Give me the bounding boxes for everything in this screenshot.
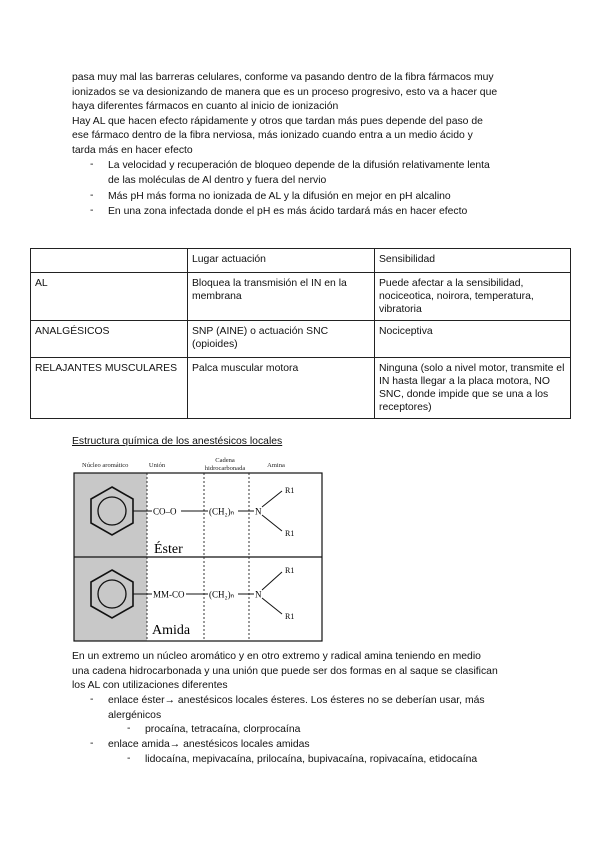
ester-bond-text: CO–O	[153, 506, 177, 517]
table-cell: RELAJANTES MUSCULARES	[31, 358, 188, 419]
amide-r1-top: R1	[285, 566, 295, 575]
bullet-item	[108, 159, 490, 188]
bullet-marker: -	[90, 205, 94, 216]
table-cell: Ninguna (solo a nivel motor, transmite el IN hasta llegar a la placa motora, NO SNC, donde impide que se una a los receptores)	[375, 358, 571, 419]
table-header-row	[31, 249, 571, 273]
bullet-item	[108, 190, 451, 205]
amide-label: Amida	[152, 623, 191, 638]
text-line: una cadena hidrocarbonada y una unión que puede ser dos formas en al saque se clasifican	[72, 665, 498, 677]
table-row	[31, 321, 571, 358]
table-cell: Nociceptiva	[375, 321, 571, 358]
amide-bullet	[108, 738, 310, 753]
intro-paragraph	[72, 71, 532, 159]
text-line: tarda más en hacer efecto	[72, 144, 193, 156]
ester-label: Éster	[154, 542, 183, 557]
ester-nitrogen: N	[255, 506, 262, 517]
text-line: Hay AL que hacen efecto rápidamente y otros que tardan más pues depende del paso de	[72, 115, 483, 127]
text-line: pasa muy mal las barreras celulares, conforme va pasando dentro de la fibra fármacos muy	[72, 72, 494, 83]
table-cell: Palca muscular motora	[188, 358, 375, 419]
text-line: ese fármaco dentro de la fibra nerviosa, más ionizado cuando entra a un medio ácido y	[72, 130, 473, 142]
ester-r1-top: R1	[285, 486, 295, 495]
bullet-marker: -	[90, 159, 94, 170]
ester-examples: procaína, tetracaína, clorprocaína	[145, 724, 301, 735]
table-cell: SNP (AINE) o actuación SNC (opioides)	[188, 321, 375, 358]
comparison-table	[30, 248, 571, 419]
table-cell: ANALGÉSICOS	[31, 321, 188, 358]
col-label-chain-2: hidrocarbonada	[204, 465, 246, 472]
table-cell: Puede afectar a la sensibilidad, nociceotica, noirora, temperatura, vibratoria	[375, 273, 571, 321]
text-line: de las moléculas de Al dentro y fuera del nervio	[108, 174, 327, 186]
sub-bullet-marker: -	[127, 753, 131, 764]
bullet-marker: -	[90, 738, 94, 749]
text-line: ionizados se va desionizando de manera que es un proceso progresivo, esto va a hacer que	[72, 86, 498, 98]
table-cell: Bloquea la transmisión el IN en la membrana	[188, 273, 375, 321]
col-label-aromatic: Núcleo aromático	[82, 462, 129, 469]
amide-r1-bottom: R1	[285, 612, 295, 621]
table-row	[31, 358, 571, 419]
bullet-item	[108, 205, 467, 220]
text-line: enlace éster→ anestésicos locales ésteres. Los ésteres no se deberían usar, más	[108, 695, 485, 706]
figure-title: Estructura química de los anestésicos locales	[72, 436, 283, 447]
text-line: los AL con utilizaciones diferentes	[72, 680, 228, 692]
text-line: La velocidad y recuperación de bloqueo depende de la difusión relativamente lenta	[108, 160, 490, 171]
bullet-marker: -	[90, 694, 94, 705]
chemical-structure-figure	[72, 456, 324, 646]
table-header-cell	[31, 249, 188, 273]
ester-chain-text: (CH₂)ₙ	[209, 506, 235, 517]
amide-nitrogen: N	[255, 589, 262, 600]
sub-bullet-marker: -	[127, 723, 131, 734]
text-line: alergénicos	[108, 709, 162, 721]
text-line: En un extremo un núcleo aromático y en otro extremo y radical amina teniendo en medio	[72, 651, 481, 662]
table-header-cell: Sensibilidad	[375, 249, 571, 273]
bond-line	[262, 598, 282, 614]
amide-bond-text: MM-CO	[153, 589, 185, 600]
amide-chain-text: (CH₂)ₙ	[209, 589, 235, 600]
text-line: En una zona infectada donde el pH es más ácido tardará más en hacer efecto	[108, 206, 468, 217]
bullet-marker: -	[90, 190, 94, 201]
bond-line	[262, 572, 282, 590]
ester-bullet	[108, 694, 485, 723]
ester-r1-bottom: R1	[285, 529, 295, 538]
text-line: enlace amida→ anestésicos locales amidas	[108, 739, 310, 750]
bond-line	[262, 491, 282, 507]
after-figure-paragraph	[72, 650, 532, 694]
text-line: haya diferentes fármacos en cuanto al inicio de ionización	[72, 101, 339, 113]
bond-line	[262, 515, 282, 531]
col-label-chain: Cadena	[215, 457, 235, 464]
table-header-cell: Lugar actuación	[188, 249, 375, 273]
amide-examples: lidocaína, mepivacaína, prilocaína, bupivacaína, ropivacaína, etidocaína	[145, 754, 478, 765]
table-cell: AL	[31, 273, 188, 321]
col-label-union: Unión	[148, 462, 166, 469]
col-label-amine: Amina	[267, 462, 285, 469]
text-line: Más pH más forma no ionizada de AL y la difusión en mejor en pH alcalino	[108, 191, 451, 202]
table-row	[31, 273, 571, 321]
